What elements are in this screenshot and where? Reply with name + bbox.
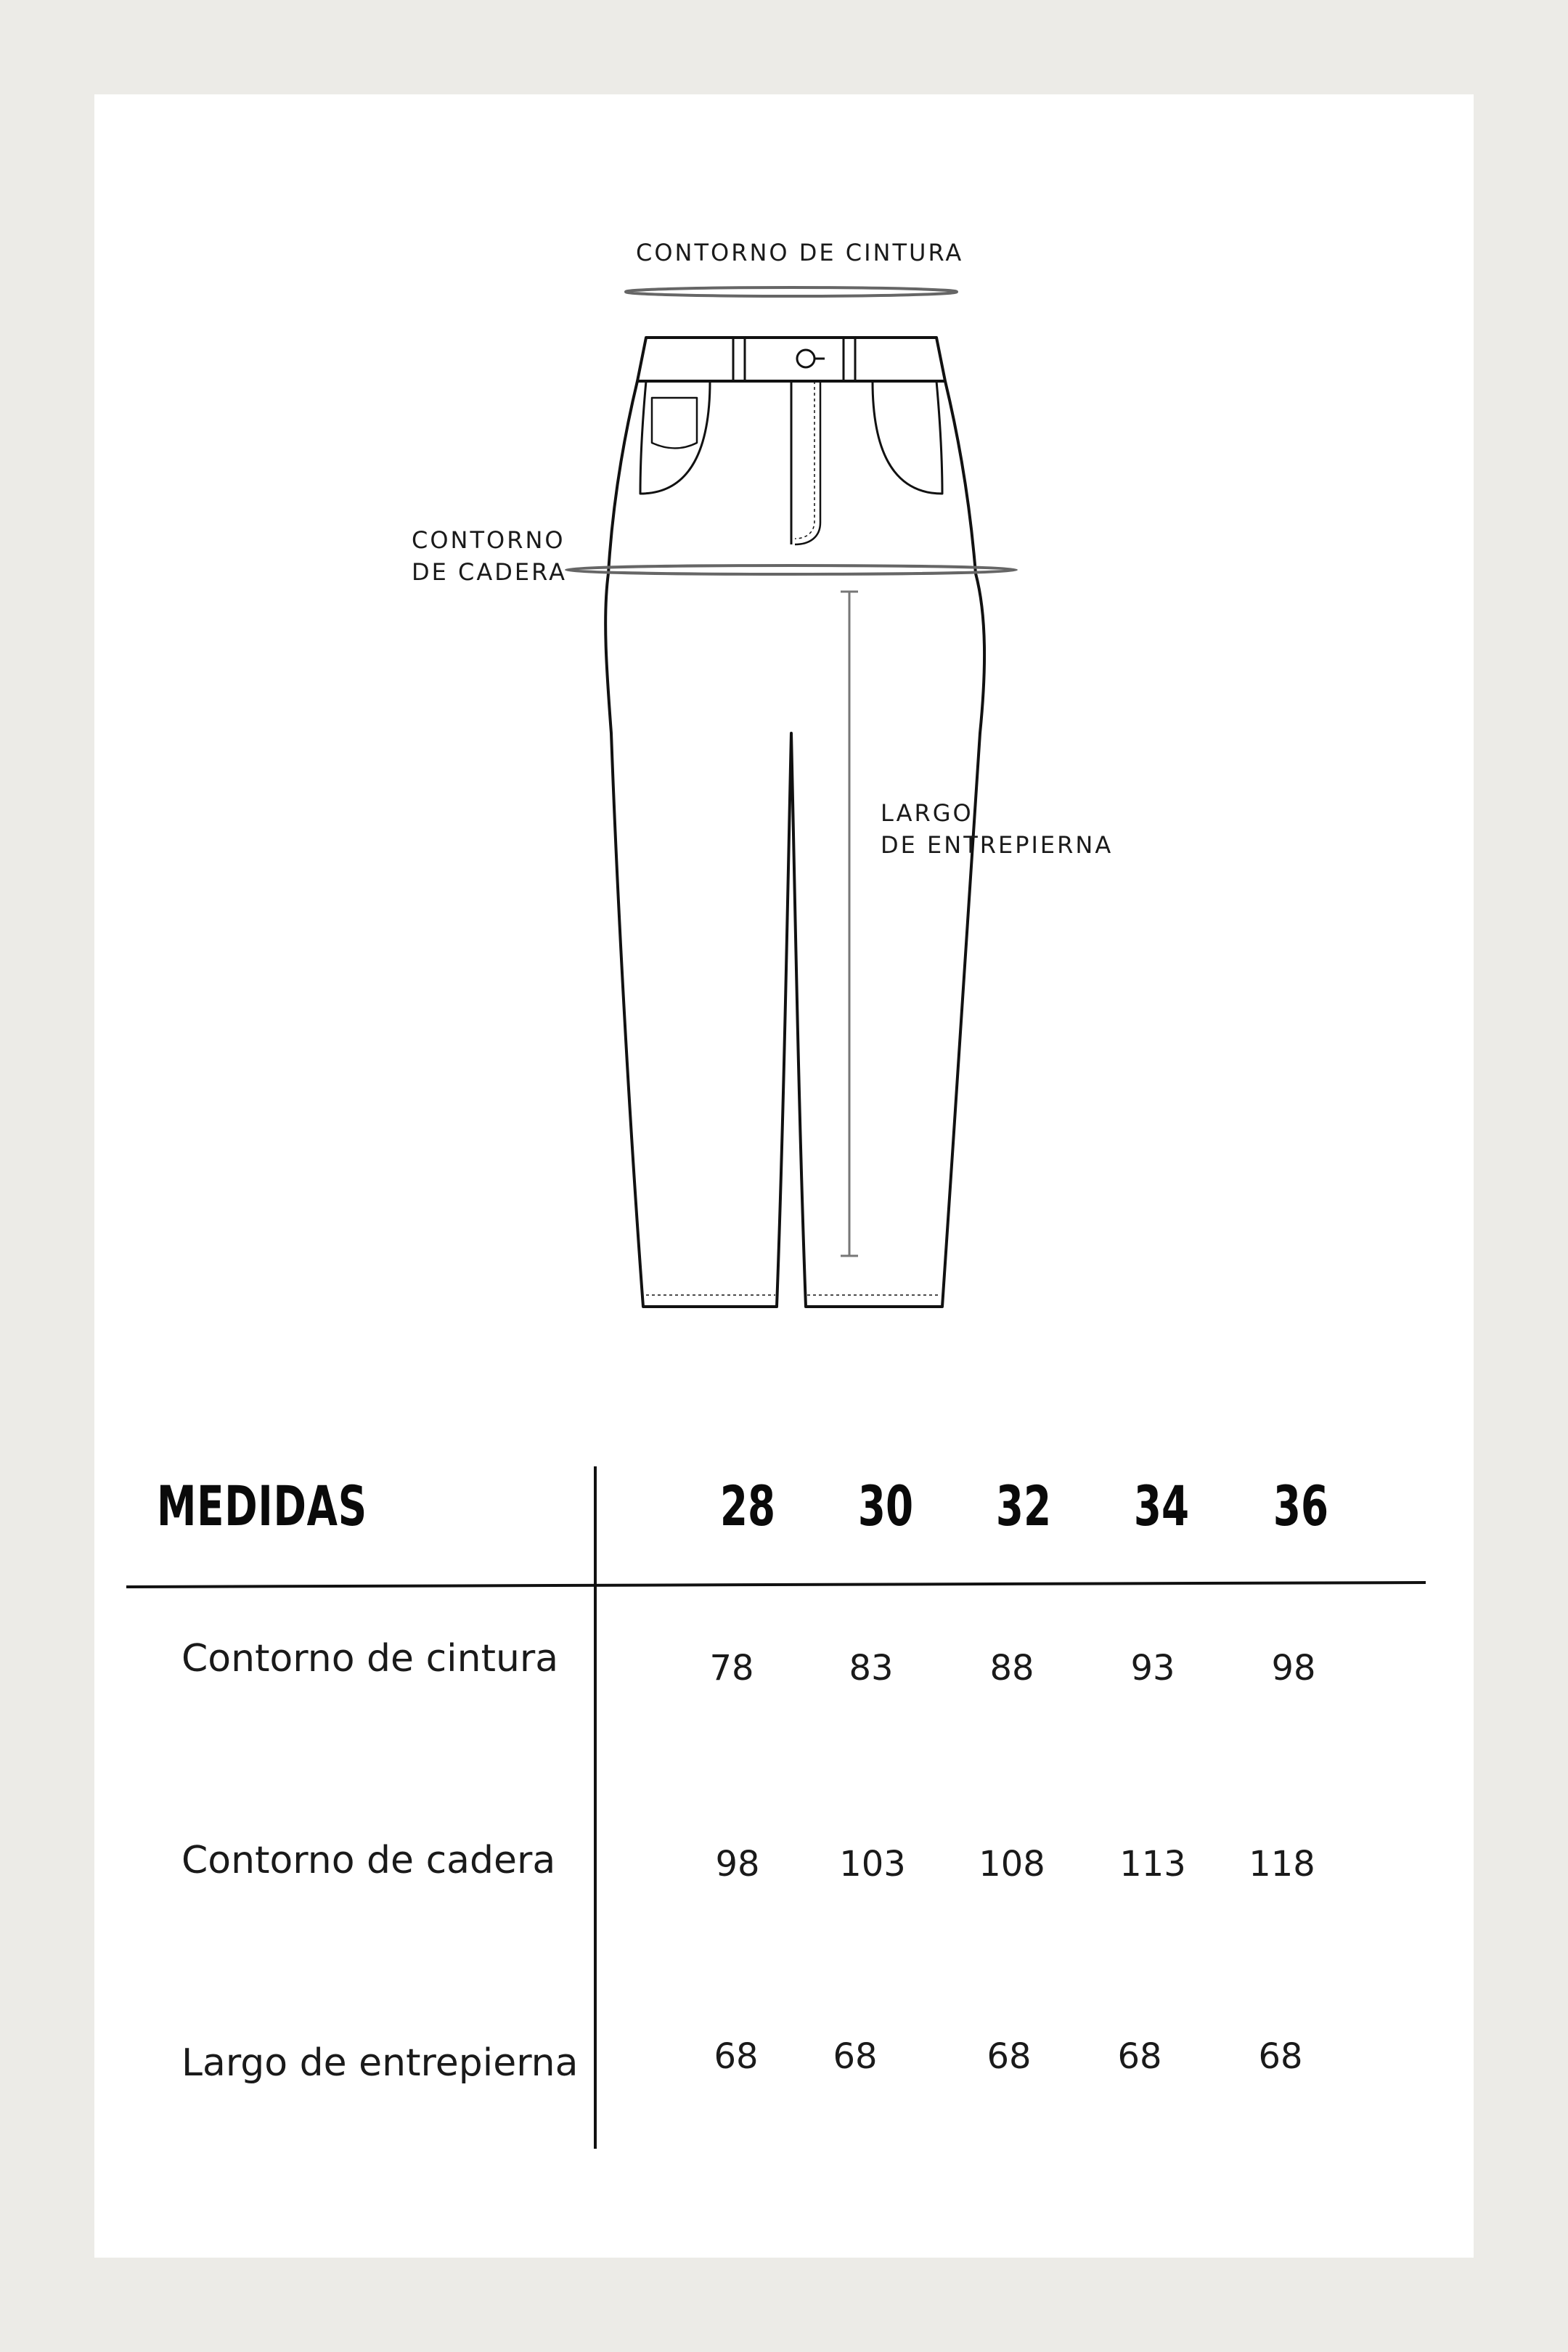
table-cell: 108 <box>979 1844 1045 1885</box>
table-cell: 83 <box>849 1648 894 1689</box>
table-title: MEDIDAS <box>157 1474 367 1538</box>
size-header: 28 <box>719 1474 776 1538</box>
table-cell: 88 <box>989 1648 1034 1689</box>
size-header: 30 <box>857 1474 914 1538</box>
table-cell: 68 <box>833 2036 878 2077</box>
table-cell: 118 <box>1249 1844 1315 1885</box>
header-divider <box>126 1583 1426 1587</box>
table-rules <box>94 94 1474 2258</box>
table-cell: 98 <box>1271 1648 1316 1689</box>
size-header: 36 <box>1273 1474 1329 1538</box>
row-label-inseam: Largo de entrepierna <box>181 2041 579 2085</box>
waist-label: CONTORNO DE CINTURA <box>636 239 964 266</box>
table-cell: 103 <box>839 1844 906 1885</box>
row-label-hip: Contorno de cadera <box>181 1839 556 1882</box>
size-header: 32 <box>995 1474 1052 1538</box>
size-guide-card <box>94 94 1474 2258</box>
table-cell: 68 <box>1117 2036 1162 2077</box>
hip-label-line1: CONTORNO <box>412 526 565 554</box>
row-label-waist: Contorno de cintura <box>181 1637 559 1681</box>
table-cell: 68 <box>1258 2036 1303 2077</box>
table-cell: 68 <box>714 2036 759 2077</box>
inseam-label-line2: DE ENTREPIERNA <box>881 831 1114 859</box>
size-header: 34 <box>1133 1474 1190 1538</box>
inseam-label-line1: LARGO <box>881 799 973 827</box>
table-cell: 93 <box>1130 1648 1175 1689</box>
table-cell: 113 <box>1119 1844 1186 1885</box>
hip-label-line2: DE CADERA <box>412 558 567 586</box>
table-cell: 78 <box>709 1648 754 1689</box>
column-divider <box>594 1466 597 2149</box>
table-cell: 68 <box>987 2036 1032 2077</box>
table-cell: 98 <box>715 1844 760 1885</box>
